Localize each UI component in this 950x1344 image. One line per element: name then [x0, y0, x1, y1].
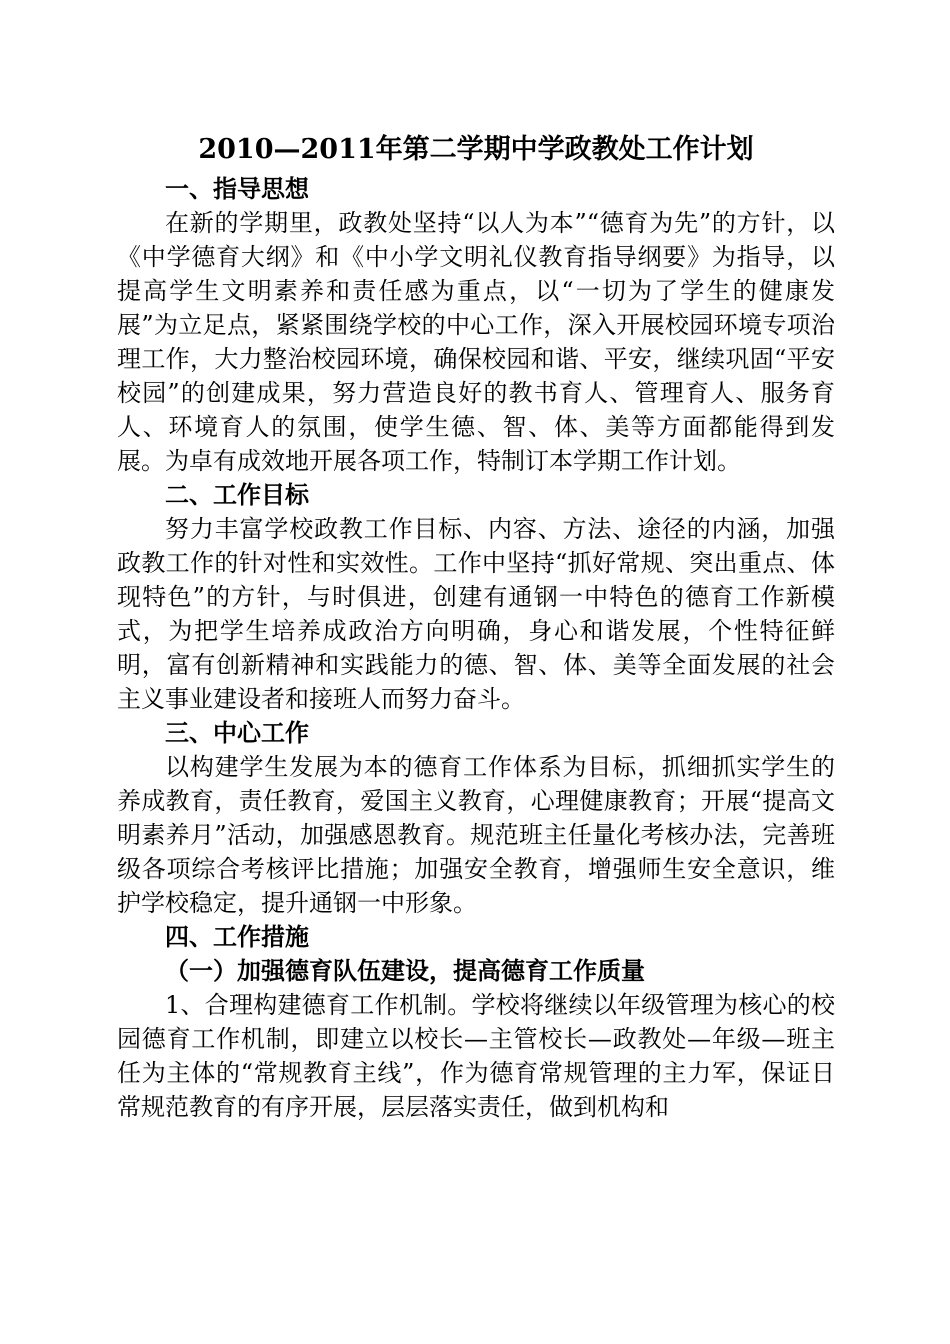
document-body: [117, 128, 835, 1124]
paragraph-work-goals: 努力丰富学校政教工作目标、内容、方法、途径的内涵，加强政教工作的针对性和实效性。工作中坚持“抓好常规、突出重点、体现特色”的方针，与时俱进，创建有通钢一中特色的德育工作新模式，为把学生培养成政治方向明确，身心和谐发展，个性特征鲜明，富有创新精神和实践能力的德、智、体、美等全面发展的社会主义事业建设者和接班人而努力奋斗。: [117, 515, 835, 713]
subsection-heading-moral-team: （一）加强德育队伍建设，提高德育工作质量: [165, 956, 645, 985]
document-title: 2010—2011年第二学期中学政教处工作计划: [198, 134, 754, 165]
paragraph-central-work: 以构建学生发展为本的德育工作体系为目标，抓细抓实学生的养成教育，责任教育，爱国主义教育，心理健康教育；开展“提高文明素养月”活动，加强感恩教育。规范班主任量化考核办法，完善班级各项综合考核评比措施；加强安全教育，增强师生安全意识，维护学校稳定，提升通钢一中形象。: [117, 753, 835, 917]
paragraph-moral-mechanism: 1、合理构建德育工作机制。学校将继续以年级管理为核心的校园德育工作机制，即建立以校长—主管校长—政教处—年级—班主任为主体的“常规教育主线”，作为德育常规管理的主力军，保证日常规范教育的有序开展，层层落实责任，做到机构和: [117, 991, 835, 1121]
section-heading-central-work: 三、中心工作: [165, 718, 309, 747]
section-heading-guiding-ideology: 一、指导思想: [165, 174, 309, 203]
paragraph-guiding-ideology: 在新的学期里，政教处坚持“以人为本”“德育为先”的方针，以《中学德育大纲》和《中小学文明礼仪教育指导纲要》为指导，以提高学生文明素养和责任感为重点，以“一切为了学生的健康发展”为立足点，紧紧围绕学校的中心工作，深入开展校园环境专项治理工作，大力整治校园环境，确保校园和谐、平安，继续巩固“平安校园”的创建成果，努力营造良好的教书育人、管理育人、服务育人、环境育人的氛围，使学生德、智、体、美等方面都能得到发展。为卓有成效地开展各项工作，特制订本学期工作计划。: [117, 209, 835, 475]
section-heading-work-goals: 二、工作目标: [165, 480, 309, 509]
section-heading-work-measures: 四、工作措施: [165, 922, 309, 951]
